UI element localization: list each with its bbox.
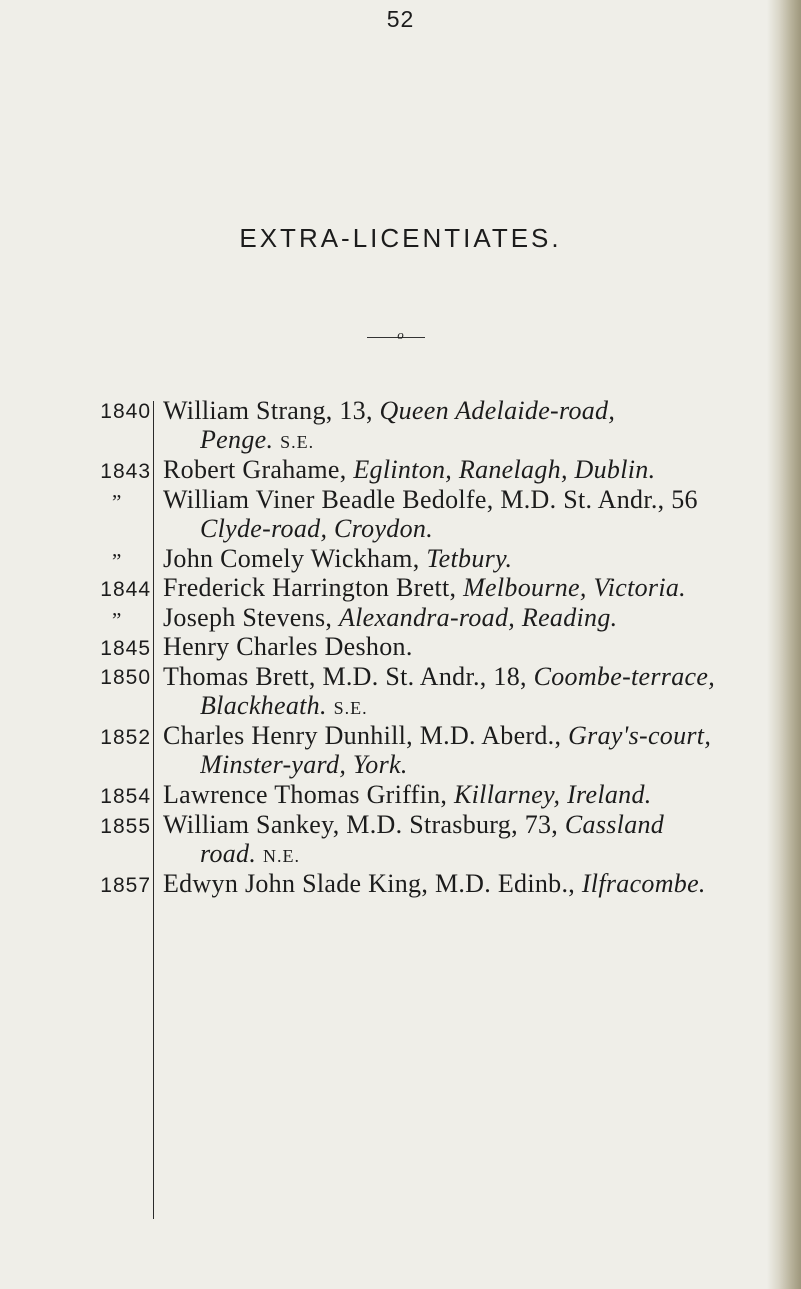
year-label: 1845 — [100, 637, 151, 660]
entry-continuation: Clyde-road, Croydon. — [200, 514, 433, 543]
entry-line: Henry Charles Deshon. — [163, 632, 413, 661]
entry-line: Joseph Stevens, Alexandra-road, Reading. — [163, 603, 618, 632]
year-label: 1854 — [100, 785, 151, 808]
year-label: 1852 — [100, 726, 151, 749]
entry-continuation: Penge. S.E. — [200, 425, 315, 454]
entry-line: Robert Grahame, Eglinton, Ranelagh, Dublin. — [163, 455, 656, 484]
ditto-mark: ” — [112, 490, 122, 514]
entry-continuation: Minster-yard, York. — [200, 750, 408, 779]
year-label: 1843 — [100, 460, 151, 483]
entry-line: John Comely Wickham, Tetbury. — [163, 544, 513, 573]
year-label: 1844 — [100, 578, 151, 601]
entry-line: William Strang, 13, Queen Adelaide-road, — [163, 396, 616, 425]
title-rule-mark: o — [397, 327, 404, 342]
entry-line: Frederick Harrington Brett, Melbourne, Victoria. — [163, 573, 686, 602]
ditto-mark: ” — [112, 549, 122, 573]
year-column — [0, 0, 151, 1289]
year-label: 1850 — [100, 666, 151, 689]
entry-line: Edwyn John Slade King, M.D. Edinb., Ilfracombe. — [163, 869, 706, 898]
entry-line: William Viner Beadle Bedolfe, M.D. St. Andr., 56 — [163, 485, 698, 514]
entry-line: Lawrence Thomas Griffin, Killarney, Ireland. — [163, 780, 652, 809]
entry-continuation: road. N.E. — [200, 839, 300, 868]
entry-line: Thomas Brett, M.D. St. Andr., 18, Coombe-terrace, — [163, 662, 716, 691]
entry-line: William Sankey, M.D. Strasburg, 73, Cassland — [163, 810, 665, 839]
entries-list — [163, 0, 783, 1289]
year-label: 1855 — [100, 815, 151, 838]
page-number: 52 — [386, 6, 415, 32]
ditto-mark: ” — [112, 608, 122, 632]
year-label: 1857 — [100, 874, 151, 897]
section-title: EXTRA-LICENTIATES. — [239, 223, 562, 253]
year-label: 1840 — [100, 400, 151, 423]
entry-line: Charles Henry Dunhill, M.D. Aberd., Gray's-court, — [163, 721, 712, 750]
entry-continuation: Blackheath. S.E. — [200, 691, 368, 720]
column-divider — [153, 401, 154, 1219]
